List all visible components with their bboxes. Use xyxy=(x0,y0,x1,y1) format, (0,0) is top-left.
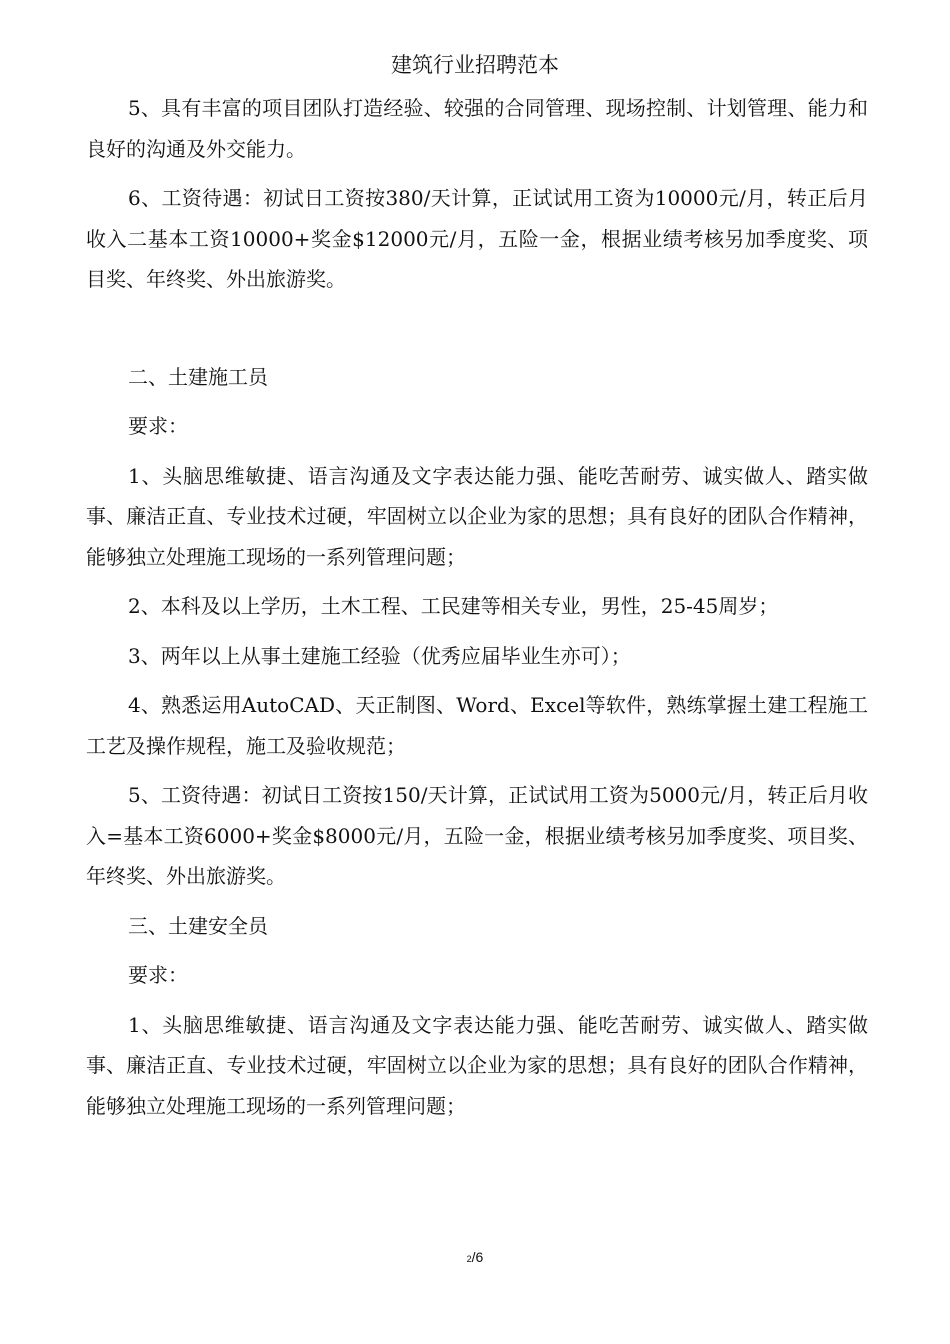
section-heading-construction-worker: 二、土建施工员 xyxy=(128,364,268,389)
section-spacer xyxy=(86,309,868,357)
requirement-item-3: 3、两年以上从事土建施工经验（优秀应届毕业生亦可）； xyxy=(128,643,631,668)
page-header-title: 建筑行业招聘范本 xyxy=(391,53,559,77)
safety-requirement-item-1: 1、头脑思维敏捷、语言沟通及文字表达能力强、能吃苦耐劳、诚实做人、踏实做事、廉洁正直、专业技术过硬，牢固树立以企业为家的思想；具有良好的团队合作精神，能够独立处理施工现场的一系列管理问题； xyxy=(86,1012,868,1118)
document-body xyxy=(86,88,868,1135)
requirements-label: 要求： xyxy=(128,414,188,438)
section-heading-safety-officer: 三、土建安全员 xyxy=(128,913,268,938)
requirements-label-2: 要求： xyxy=(128,963,188,987)
page-number xyxy=(0,1248,950,1268)
requirement-item-4: 4、熟悉运用AutoCAD、天正制图、Word、Excel等软件，熟练掌握土建工程施工工艺及操作规程，施工及验收规范； xyxy=(86,693,868,758)
paragraph-salary-1: 6、工资待遇：初试日工资按380/天计算，正试试用工资为10000元/月，转正后月收入二基本工资10000+奖金$12000元/月，五险一金，根据业绩考核另加季度奖、项目奖、年终奖、外出旅游奖。 xyxy=(86,186,868,291)
requirement-item-1: 1、头脑思维敏捷、语言沟通及文字表达能力强、能吃苦耐劳、诚实做人、踏实做事、廉洁正直、专业技术过硬，牢固树立以企业为家的思想；具有良好的团队合作精神，能够独立处理施工现场的一系列管理问题； xyxy=(86,463,868,569)
paragraph-item-5: 5、具有丰富的项目团队打造经验、较强的合同管理、现场控制、计划管理、能力和良好的沟通及外交能力。 xyxy=(86,96,868,161)
page-number-total: /6 xyxy=(471,1249,484,1265)
requirement-item-5-salary: 5、工资待遇：初试日工资按150/天计算，正试试用工资为5000元/月，转正后月收入=基本工资6000+奖金$8000元/月，五险一金，根据业绩考核另加季度奖、项目奖、年终奖、外出旅游奖。 xyxy=(86,783,868,888)
page-number-current: 2 xyxy=(466,1254,472,1264)
requirement-item-2: 2、本科及以上学历，土木工程、工民建等相关专业，男性，25-45周岁； xyxy=(128,594,779,618)
